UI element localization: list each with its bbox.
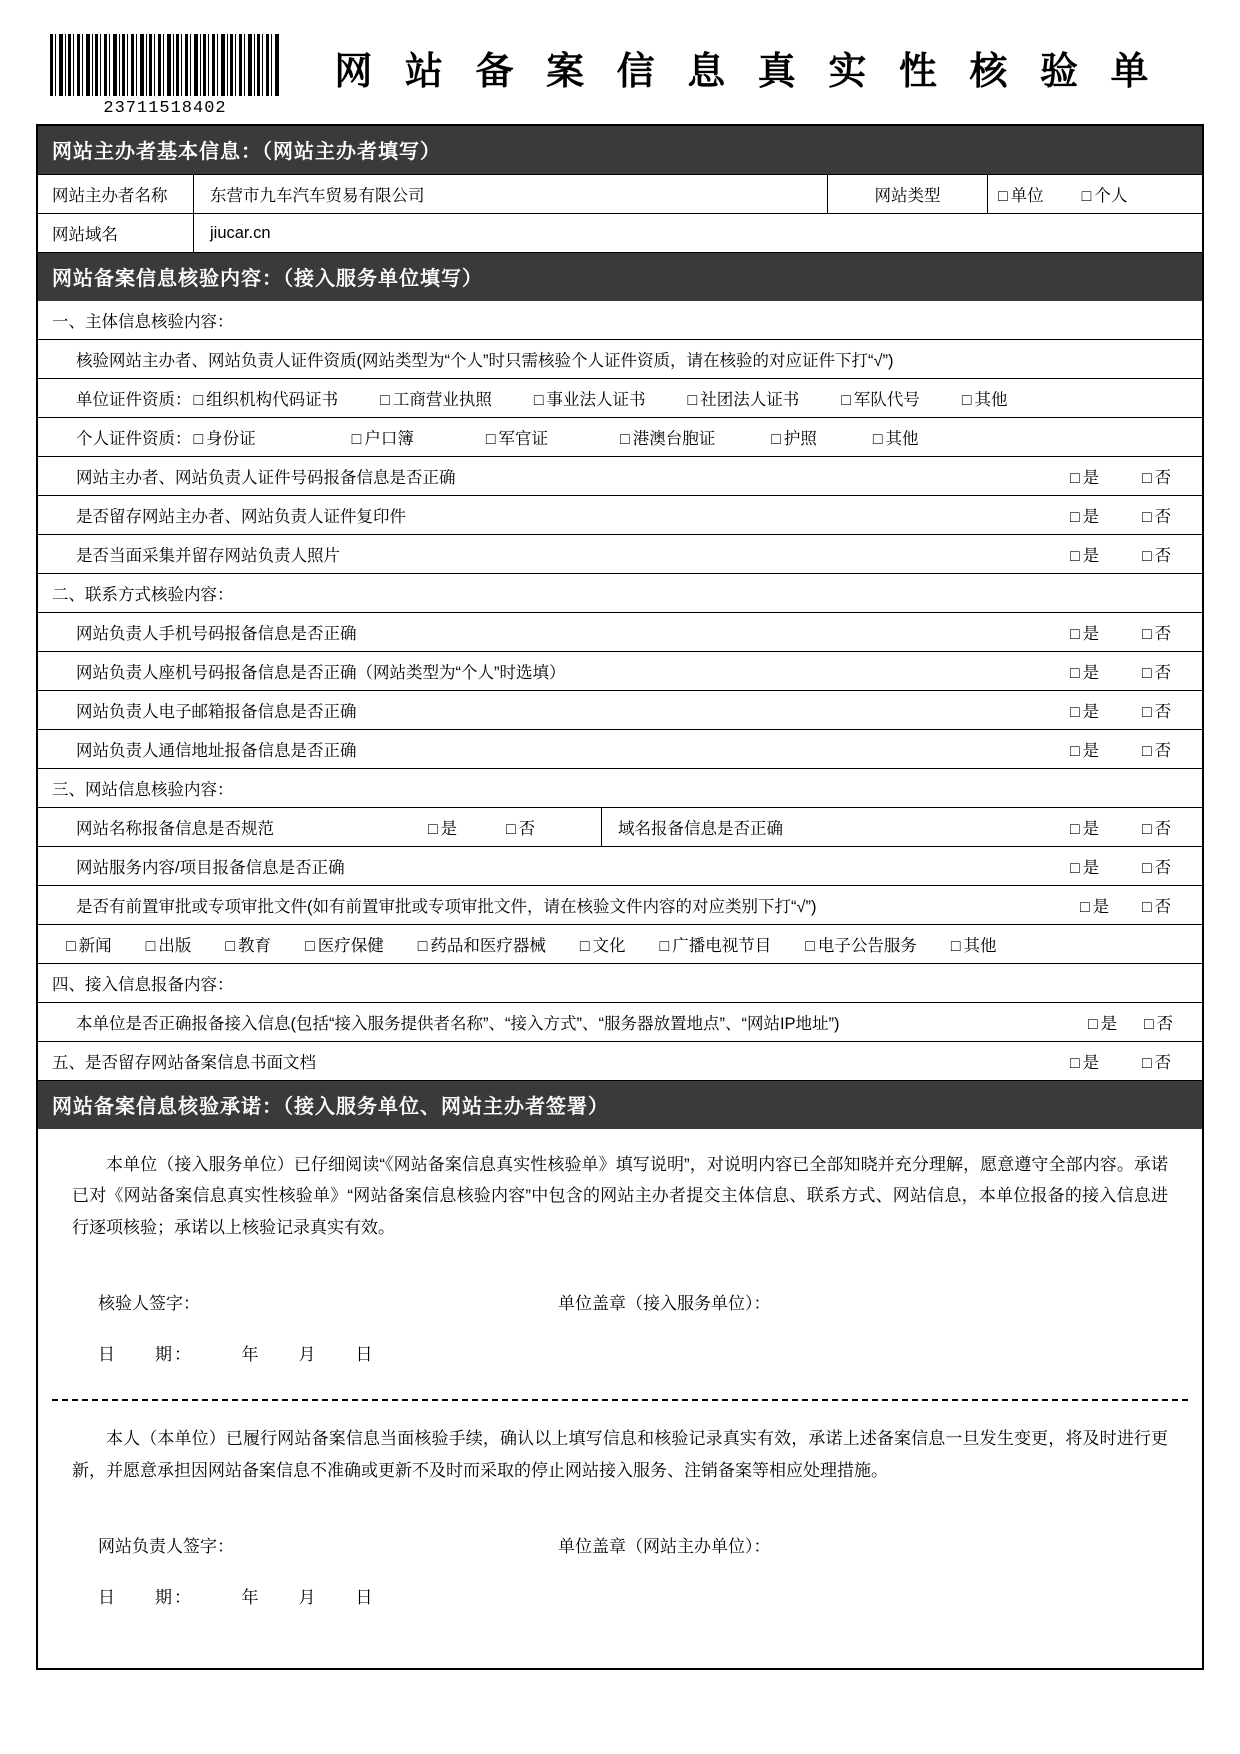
group3-preapprove-no[interactable]: □ 否 xyxy=(1136,886,1202,924)
group5-no[interactable]: □ 否 xyxy=(1132,1042,1202,1080)
group2-item-1-label: 网站负责人座机号码报备信息是否正确（网站类型为“个人”时选填） xyxy=(76,664,566,682)
group1-item-0 xyxy=(38,457,1202,496)
group1-item-0-label: 网站主办者、网站负责人证件号码报备信息是否正确 xyxy=(76,469,456,487)
group1-item-1 xyxy=(38,496,1202,535)
group2-item-1 xyxy=(38,652,1202,691)
group2-item-0-no[interactable]: □ 否 xyxy=(1132,613,1202,651)
section-commit-header: 网站备案信息核验承诺：（接入服务单位、网站主办者签署） xyxy=(38,1081,1202,1129)
group2-item-3 xyxy=(38,730,1202,769)
group2-item-2 xyxy=(38,691,1202,730)
page-title: 网 站 备 案 信 息 真 实 性 核 验 单 xyxy=(334,51,1160,93)
group3-service-row xyxy=(38,847,1202,886)
person-cert-line xyxy=(38,418,1202,456)
checkbox-unit-cert-3[interactable]: □ 社团法人证书 xyxy=(688,386,800,410)
group1-item-1-label: 是否留存网站主办者、网站负责人证件复印件 xyxy=(76,508,406,526)
checkbox-person-cert-1[interactable]: □ 户口簿 xyxy=(352,425,414,449)
checkbox-unit-cert-4[interactable]: □ 军队代号 xyxy=(841,386,920,410)
section-verify-header: 网站备案信息核验内容：（接入服务单位填写） xyxy=(38,253,1202,301)
group3-domain-yes[interactable]: □ 是 xyxy=(1060,808,1132,846)
group2-item-2-no[interactable]: □ 否 xyxy=(1132,691,1202,729)
site-owner-signature-label[interactable]: 网站负责人签字： xyxy=(98,1537,234,1557)
date-row-1[interactable]: 日 期： 年 月 日 xyxy=(98,1345,375,1365)
group1-item-2 xyxy=(38,535,1202,574)
group1-note: 核验网站主办者、网站负责人证件资质(网站类型为“个人”时只需核验个人证件资质，请在核验的对应证件下打“√”) xyxy=(76,352,894,370)
group1-item-0-yes[interactable]: □ 是 xyxy=(1060,457,1132,495)
commitment-paragraph-1: 本单位（接入服务单位）已仔细阅读“《网站备案信息真实性核验单》填写说明”，对说明内容已全部知晓并充分理解，愿意遵守全部内容。承诺已对《网站备案信息真实性核验单》“网站备案信息核验内容”中包含的网站主办者提交主体信息、联系方式、网站信息，本单位报备的接入信息进行逐项核验；承诺以上核验记录真实有效。 xyxy=(72,1155,1168,1237)
signature-row-2 xyxy=(38,1498,1202,1557)
group1-title-row xyxy=(38,301,1202,340)
checkbox-site-type-person[interactable]: □ 个人 xyxy=(1082,182,1128,206)
group4-title: 四、接入信息报备内容： xyxy=(52,976,234,994)
group2-item-3-label: 网站负责人通信地址报备信息是否正确 xyxy=(76,742,357,760)
group2-item-0-yes[interactable]: □ 是 xyxy=(1060,613,1132,651)
sponsor-name-value: 东营市九车汽车贸易有限公司 xyxy=(193,175,827,213)
site-type-label: 网站类型 xyxy=(827,175,987,213)
group4-item-row xyxy=(38,1003,1202,1042)
checkbox-category-6[interactable]: □ 广播电视节目 xyxy=(660,932,772,956)
group3-sitename-no[interactable]: □ 否 xyxy=(496,808,601,846)
barcode-number: 23711518402 xyxy=(103,99,227,118)
checkbox-category-3[interactable]: □ 医疗保健 xyxy=(305,932,384,956)
group2-title-row xyxy=(38,574,1202,613)
group4-item-yes[interactable]: □ 是 xyxy=(1088,1003,1140,1041)
provider-seal-label[interactable]: 单位盖章（接入服务单位）： xyxy=(558,1294,771,1314)
date-row-2[interactable]: 日 期： 年 月 日 xyxy=(98,1588,375,1608)
group3-preapprove-label: 是否有前置审批或专项审批文件(如有前置审批或专项审批文件，请在核验文件内容的对应类别下打“√”) xyxy=(76,898,817,916)
group1-item-2-yes[interactable]: □ 是 xyxy=(1060,535,1132,573)
sponsor-name-label: 网站主办者名称 xyxy=(52,187,168,205)
commitment-paragraph-2: 本人（本单位）已履行网站备案信息当面核验手续，确认以上填写信息和核验记录真实有效，承诺上述备案信息一旦发生变更，将及时进行更新，并愿意承担因网站备案信息不准确或更新不及时而采取的停止网站接入服务、注销备案等相应处理措施。 xyxy=(72,1429,1168,1480)
group4-item-label: 本单位是否正确报备接入信息(包括“接入服务提供者名称”、“接入方式”、“服务器放置地点”、“网站IP地址”) xyxy=(76,1015,840,1033)
group2-title: 二、联系方式核验内容： xyxy=(52,586,234,604)
checkbox-category-7[interactable]: □ 电子公告服务 xyxy=(805,932,917,956)
group1-item-2-label: 是否当面采集并留存网站负责人照片 xyxy=(76,547,340,565)
group5-title: 五、是否留存网站备案信息书面文档 xyxy=(52,1054,316,1072)
group3-categories xyxy=(38,925,1202,963)
checkbox-category-5[interactable]: □ 文化 xyxy=(580,932,626,956)
group1-item-0-no[interactable]: □ 否 xyxy=(1132,457,1202,495)
group1-title: 一、主体信息核验内容： xyxy=(52,313,234,331)
checkbox-category-8[interactable]: □ 其他 xyxy=(951,932,997,956)
group2-item-0-label: 网站负责人手机号码报备信息是否正确 xyxy=(76,625,357,643)
group2-item-1-no[interactable]: □ 否 xyxy=(1132,652,1202,690)
group1-item-1-no[interactable]: □ 否 xyxy=(1132,496,1202,534)
group3-service-no[interactable]: □ 否 xyxy=(1132,847,1202,885)
group3-service-label: 网站服务内容/项目报备信息是否正确 xyxy=(76,859,345,877)
row-sponsor xyxy=(38,174,1202,214)
group2-item-0 xyxy=(38,613,1202,652)
group2-item-2-yes[interactable]: □ 是 xyxy=(1060,691,1132,729)
checkbox-unit-cert-1[interactable]: □ 工商营业执照 xyxy=(380,386,492,410)
checkbox-unit-cert-5[interactable]: □ 其他 xyxy=(962,386,1008,410)
group3-service-yes[interactable]: □ 是 xyxy=(1060,847,1132,885)
domain-label: 网站域名 xyxy=(52,226,118,244)
unit-cert-row xyxy=(38,379,1202,418)
group3-name-domain-row xyxy=(38,808,1202,847)
form-frame xyxy=(36,124,1204,1670)
group4-item-no[interactable]: □ 否 xyxy=(1140,1003,1202,1041)
checkbox-unit-cert-2[interactable]: □ 事业法人证书 xyxy=(534,386,646,410)
group3-preapprove-yes[interactable]: □ 是 xyxy=(1080,886,1136,924)
group2-item-2-label: 网站负责人电子邮箱报备信息是否正确 xyxy=(76,703,357,721)
signature-row-1 xyxy=(38,1255,1202,1314)
group3-categories-row xyxy=(38,925,1202,964)
checkbox-person-cert-0[interactable]: □ 身份证 xyxy=(194,425,256,449)
group3-preapprove-row xyxy=(38,886,1202,925)
site-type-options xyxy=(987,175,1202,213)
domain-value: jiucar.cn xyxy=(193,214,1202,252)
section-basic-header: 网站主办者基本信息：（网站主办者填写） xyxy=(38,126,1202,174)
group1-item-1-yes[interactable]: □ 是 xyxy=(1060,496,1132,534)
group5-yes[interactable]: □ 是 xyxy=(1060,1042,1132,1080)
checkbox-category-0[interactable]: □ 新闻 xyxy=(66,932,112,956)
group2-item-1-yes[interactable]: □ 是 xyxy=(1060,652,1132,690)
group3-title: 三、网站信息核验内容： xyxy=(52,781,234,799)
document-header xyxy=(36,28,1204,124)
group3-domain-label: 域名报备信息是否正确 xyxy=(601,808,1060,846)
checkbox-person-cert-4[interactable]: □ 护照 xyxy=(771,425,817,449)
unit-cert-line xyxy=(38,379,1202,417)
checkbox-person-cert-5[interactable]: □ 其他 xyxy=(873,425,919,449)
verifier-signature-label[interactable]: 核验人签字： xyxy=(98,1294,200,1314)
checkbox-unit-cert-0[interactable]: □ 组织机构代码证书 xyxy=(194,386,339,410)
person-cert-row xyxy=(38,418,1202,457)
checkbox-site-type-unit[interactable]: □ 单位 xyxy=(998,182,1044,206)
unit-cert-label: 单位证件资质： xyxy=(76,391,192,409)
row-domain xyxy=(38,214,1202,253)
group5-row xyxy=(38,1042,1202,1081)
sponsor-seal-label[interactable]: 单位盖章（网站主办单位）： xyxy=(558,1537,771,1557)
group3-sitename-label: 网站名称报备信息是否规范 xyxy=(76,820,274,838)
checkbox-category-2[interactable]: □ 教育 xyxy=(225,932,271,956)
commitment-block-2 xyxy=(38,1401,1202,1498)
checkbox-person-cert-3[interactable]: □ 港澳台胞证 xyxy=(620,425,715,449)
group1-item-2-no[interactable]: □ 否 xyxy=(1132,535,1202,573)
group2-item-3-yes[interactable]: □ 是 xyxy=(1060,730,1132,768)
group4-title-row xyxy=(38,964,1202,1003)
commitment-block-1 xyxy=(38,1129,1202,1255)
group1-note-row xyxy=(38,340,1202,379)
barcode-bars xyxy=(50,34,280,96)
checkbox-category-4[interactable]: □ 药品和医疗器械 xyxy=(418,932,546,956)
group2-item-3-no[interactable]: □ 否 xyxy=(1132,730,1202,768)
checkbox-category-1[interactable]: □ 出版 xyxy=(146,932,192,956)
barcode xyxy=(50,34,280,118)
group3-domain-no[interactable]: □ 否 xyxy=(1132,808,1202,846)
person-cert-label: 个人证件资质： xyxy=(76,430,192,448)
group3-title-row xyxy=(38,769,1202,808)
checkbox-person-cert-2[interactable]: □ 军官证 xyxy=(486,425,548,449)
group3-sitename-yes[interactable]: □ 是 xyxy=(418,808,496,846)
